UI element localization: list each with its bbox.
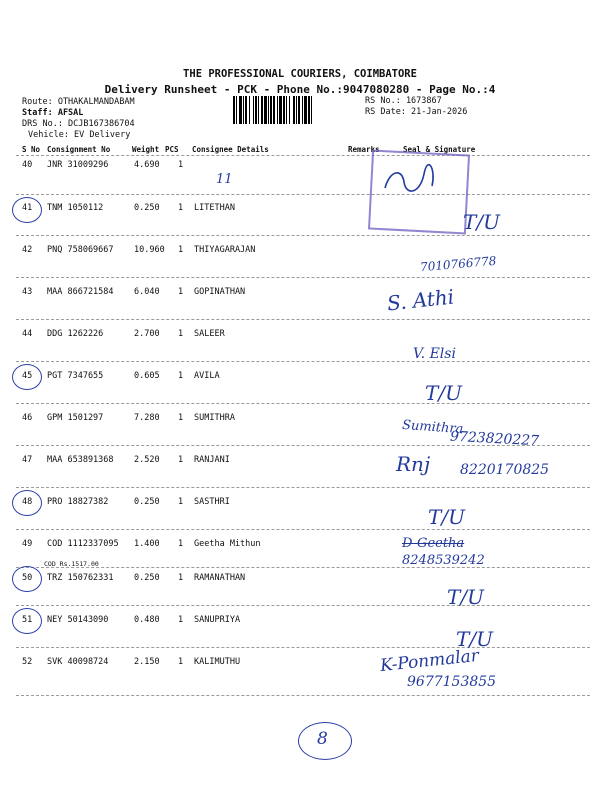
table-row <box>0 329 600 371</box>
row-weight: 7.280 <box>134 413 160 423</box>
row-sno: 47 <box>22 455 33 465</box>
row-divider <box>16 567 590 568</box>
row-consignee: SUMITHRA <box>194 413 235 423</box>
cod-amount: COD Rs.1517.00 <box>44 560 99 568</box>
row-pcs: 1 <box>178 371 184 381</box>
vehicle-label: Vehicle: EV Delivery <box>28 130 131 140</box>
row-weight: 0.250 <box>134 573 160 583</box>
row-weight: 2.700 <box>134 329 160 339</box>
handwritten-page-count: 8 <box>317 729 328 749</box>
col-consignment: Consignment No <box>47 145 111 154</box>
row-consignee: SANUPRIYA <box>194 615 241 625</box>
runsheet-title: Delivery Runsheet - PCK - Phone No.:9047080280 - Page No.:4 <box>104 83 496 96</box>
col-weight: Weight <box>132 145 160 154</box>
row-pcs: 1 <box>178 160 184 170</box>
row-divider <box>16 487 590 488</box>
row-weight: 0.250 <box>134 497 160 507</box>
row-pcs: 1 <box>178 329 184 339</box>
handwritten-mark-40: 11 <box>216 172 233 187</box>
handwritten-phone-49: 8248539242 <box>402 553 485 568</box>
handwritten-signature-47: Rnj <box>396 452 431 476</box>
route-label: Route: OTHAKALMANDABAM <box>22 97 135 107</box>
row-sno: 51 <box>22 615 33 625</box>
table-row <box>0 497 600 539</box>
header-divider <box>16 155 590 156</box>
staff-label: Staff: AFSAL <box>22 108 84 118</box>
table-row <box>0 284 600 329</box>
row-consignee: SALEER <box>194 329 225 339</box>
row-sno: 44 <box>22 329 33 339</box>
table-row <box>0 245 600 287</box>
row-consignee: LITETHAN <box>194 203 235 213</box>
row-sno: 46 <box>22 413 33 423</box>
barcode <box>233 96 361 124</box>
table-row <box>0 371 600 413</box>
row-weight: 0.250 <box>134 203 160 213</box>
handwritten-signature-44: V. Elsi <box>413 346 456 362</box>
row-consignment: MAA 866721584 <box>47 287 114 297</box>
row-divider <box>16 403 590 404</box>
col-sno: S No <box>22 145 41 154</box>
table-row <box>0 203 600 245</box>
handwritten-phone-46: 9723820227 <box>449 428 540 450</box>
row-circle-50 <box>12 566 42 592</box>
row-divider <box>16 361 590 362</box>
table-row <box>0 615 600 657</box>
row-sno: 45 <box>22 371 33 381</box>
row-sno: 49 <box>22 539 33 549</box>
row-pcs: 1 <box>178 287 184 297</box>
row-consignment: TNM 1050112 <box>47 203 104 213</box>
row-consignment: PRO 18827382 <box>47 497 109 507</box>
handwritten-phone-47: 8220170825 <box>460 462 550 478</box>
row-sno: 41 <box>22 203 33 213</box>
row-pcs: 1 <box>178 573 184 583</box>
col-seal-signature: Seal & Signature <box>403 145 476 154</box>
row-divider <box>16 319 590 320</box>
row-divider <box>16 235 590 236</box>
row-circle-45 <box>12 364 42 390</box>
handwritten-tu-48: T/U <box>428 505 465 529</box>
row-consignee: SASTHRI <box>194 497 230 507</box>
row-sno: 42 <box>22 245 33 255</box>
row-divider <box>16 605 590 606</box>
row-pcs: 1 <box>178 615 184 625</box>
handwritten-phone-42: 7010766778 <box>419 253 497 275</box>
col-remarks: Remarks <box>348 145 380 154</box>
row-pcs: 1 <box>178 455 184 465</box>
row-sno: 43 <box>22 287 33 297</box>
row-consignee: GOPINATHAN <box>194 287 246 297</box>
row-consignee: RANJANI <box>194 455 230 465</box>
row-weight: 0.480 <box>134 615 160 625</box>
row-sno: 50 <box>22 573 33 583</box>
row-weight: 1.400 <box>134 539 160 549</box>
handwritten-phone-52: 9677153855 <box>407 674 497 690</box>
row-pcs: 1 <box>178 539 184 549</box>
row-weight: 2.150 <box>134 657 160 667</box>
row-weight: 6.040 <box>134 287 160 297</box>
row-pcs: 1 <box>178 203 184 213</box>
handwritten-signature-46: Sumithra <box>401 417 464 438</box>
row-consignment: SVK 40098724 <box>47 657 109 667</box>
row-sno: 48 <box>22 497 33 507</box>
row-pcs: 1 <box>178 245 184 255</box>
row-consignment: JNR 31009296 <box>47 160 109 170</box>
row-pcs: 1 <box>178 497 184 507</box>
stamp-scribble <box>380 160 440 200</box>
table-row <box>0 657 600 699</box>
handwritten-tu-45: T/U <box>425 381 462 405</box>
row-consignee: AVILA <box>194 371 220 381</box>
row-weight: 0.605 <box>134 371 160 381</box>
row-sno: 52 <box>22 657 33 667</box>
row-divider <box>16 695 590 696</box>
row-circle-48 <box>12 490 42 516</box>
row-consignee: RAMANATHAN <box>194 573 246 583</box>
handwritten-signature-43: S. Athi <box>385 284 456 316</box>
row-divider <box>16 647 590 648</box>
col-pcs: PCS <box>165 145 179 154</box>
row-circle-41 <box>12 197 42 223</box>
row-consignment: DDG 1262226 <box>47 329 104 339</box>
row-consignee: Geetha Mithun <box>194 539 261 549</box>
row-divider <box>16 529 590 530</box>
handwritten-tu-50: T/U <box>447 585 484 609</box>
row-pcs: 1 <box>178 657 184 667</box>
row-consignment: COD 1112337095 <box>47 539 119 549</box>
table-row <box>0 573 600 615</box>
rs-number: RS No.: 1673867 <box>365 96 442 106</box>
row-consignment: PGT 7347655 <box>47 371 104 381</box>
handwritten-tu-51: T/U <box>456 627 493 651</box>
row-divider <box>16 277 590 278</box>
row-weight: 2.520 <box>134 455 160 465</box>
handwritten-signature-52: K-Ponmalar <box>379 645 480 677</box>
row-consignee: THIYAGARAJAN <box>194 245 256 255</box>
handwritten-signature-49: D-Geetha <box>402 536 465 551</box>
row-divider <box>16 194 590 195</box>
row-weight: 10.960 <box>134 245 165 255</box>
company-title: THE PROFESSIONAL COURIERS, COIMBATORE <box>183 68 417 80</box>
drs-number: DRS No.: DCJB167386704 <box>22 119 135 129</box>
row-circle-51 <box>12 608 42 634</box>
row-consignment: GPM 1501297 <box>47 413 104 423</box>
row-sno: 40 <box>22 160 33 170</box>
table-row <box>0 160 600 202</box>
row-consignment: NEY 50143090 <box>47 615 109 625</box>
row-weight: 4.690 <box>134 160 160 170</box>
row-pcs: 1 <box>178 413 184 423</box>
row-consignment: PNQ 758069667 <box>47 245 114 255</box>
rs-date: RS Date: 21-Jan-2026 <box>365 107 468 117</box>
handwritten-tu-41: T/U <box>463 210 500 234</box>
col-consignee: Consignee Details <box>192 145 269 154</box>
row-consignment: TRZ 150762331 <box>47 573 114 583</box>
row-consignment: MAA 653891368 <box>47 455 114 465</box>
row-consignee: KALIMUTHU <box>194 657 241 667</box>
